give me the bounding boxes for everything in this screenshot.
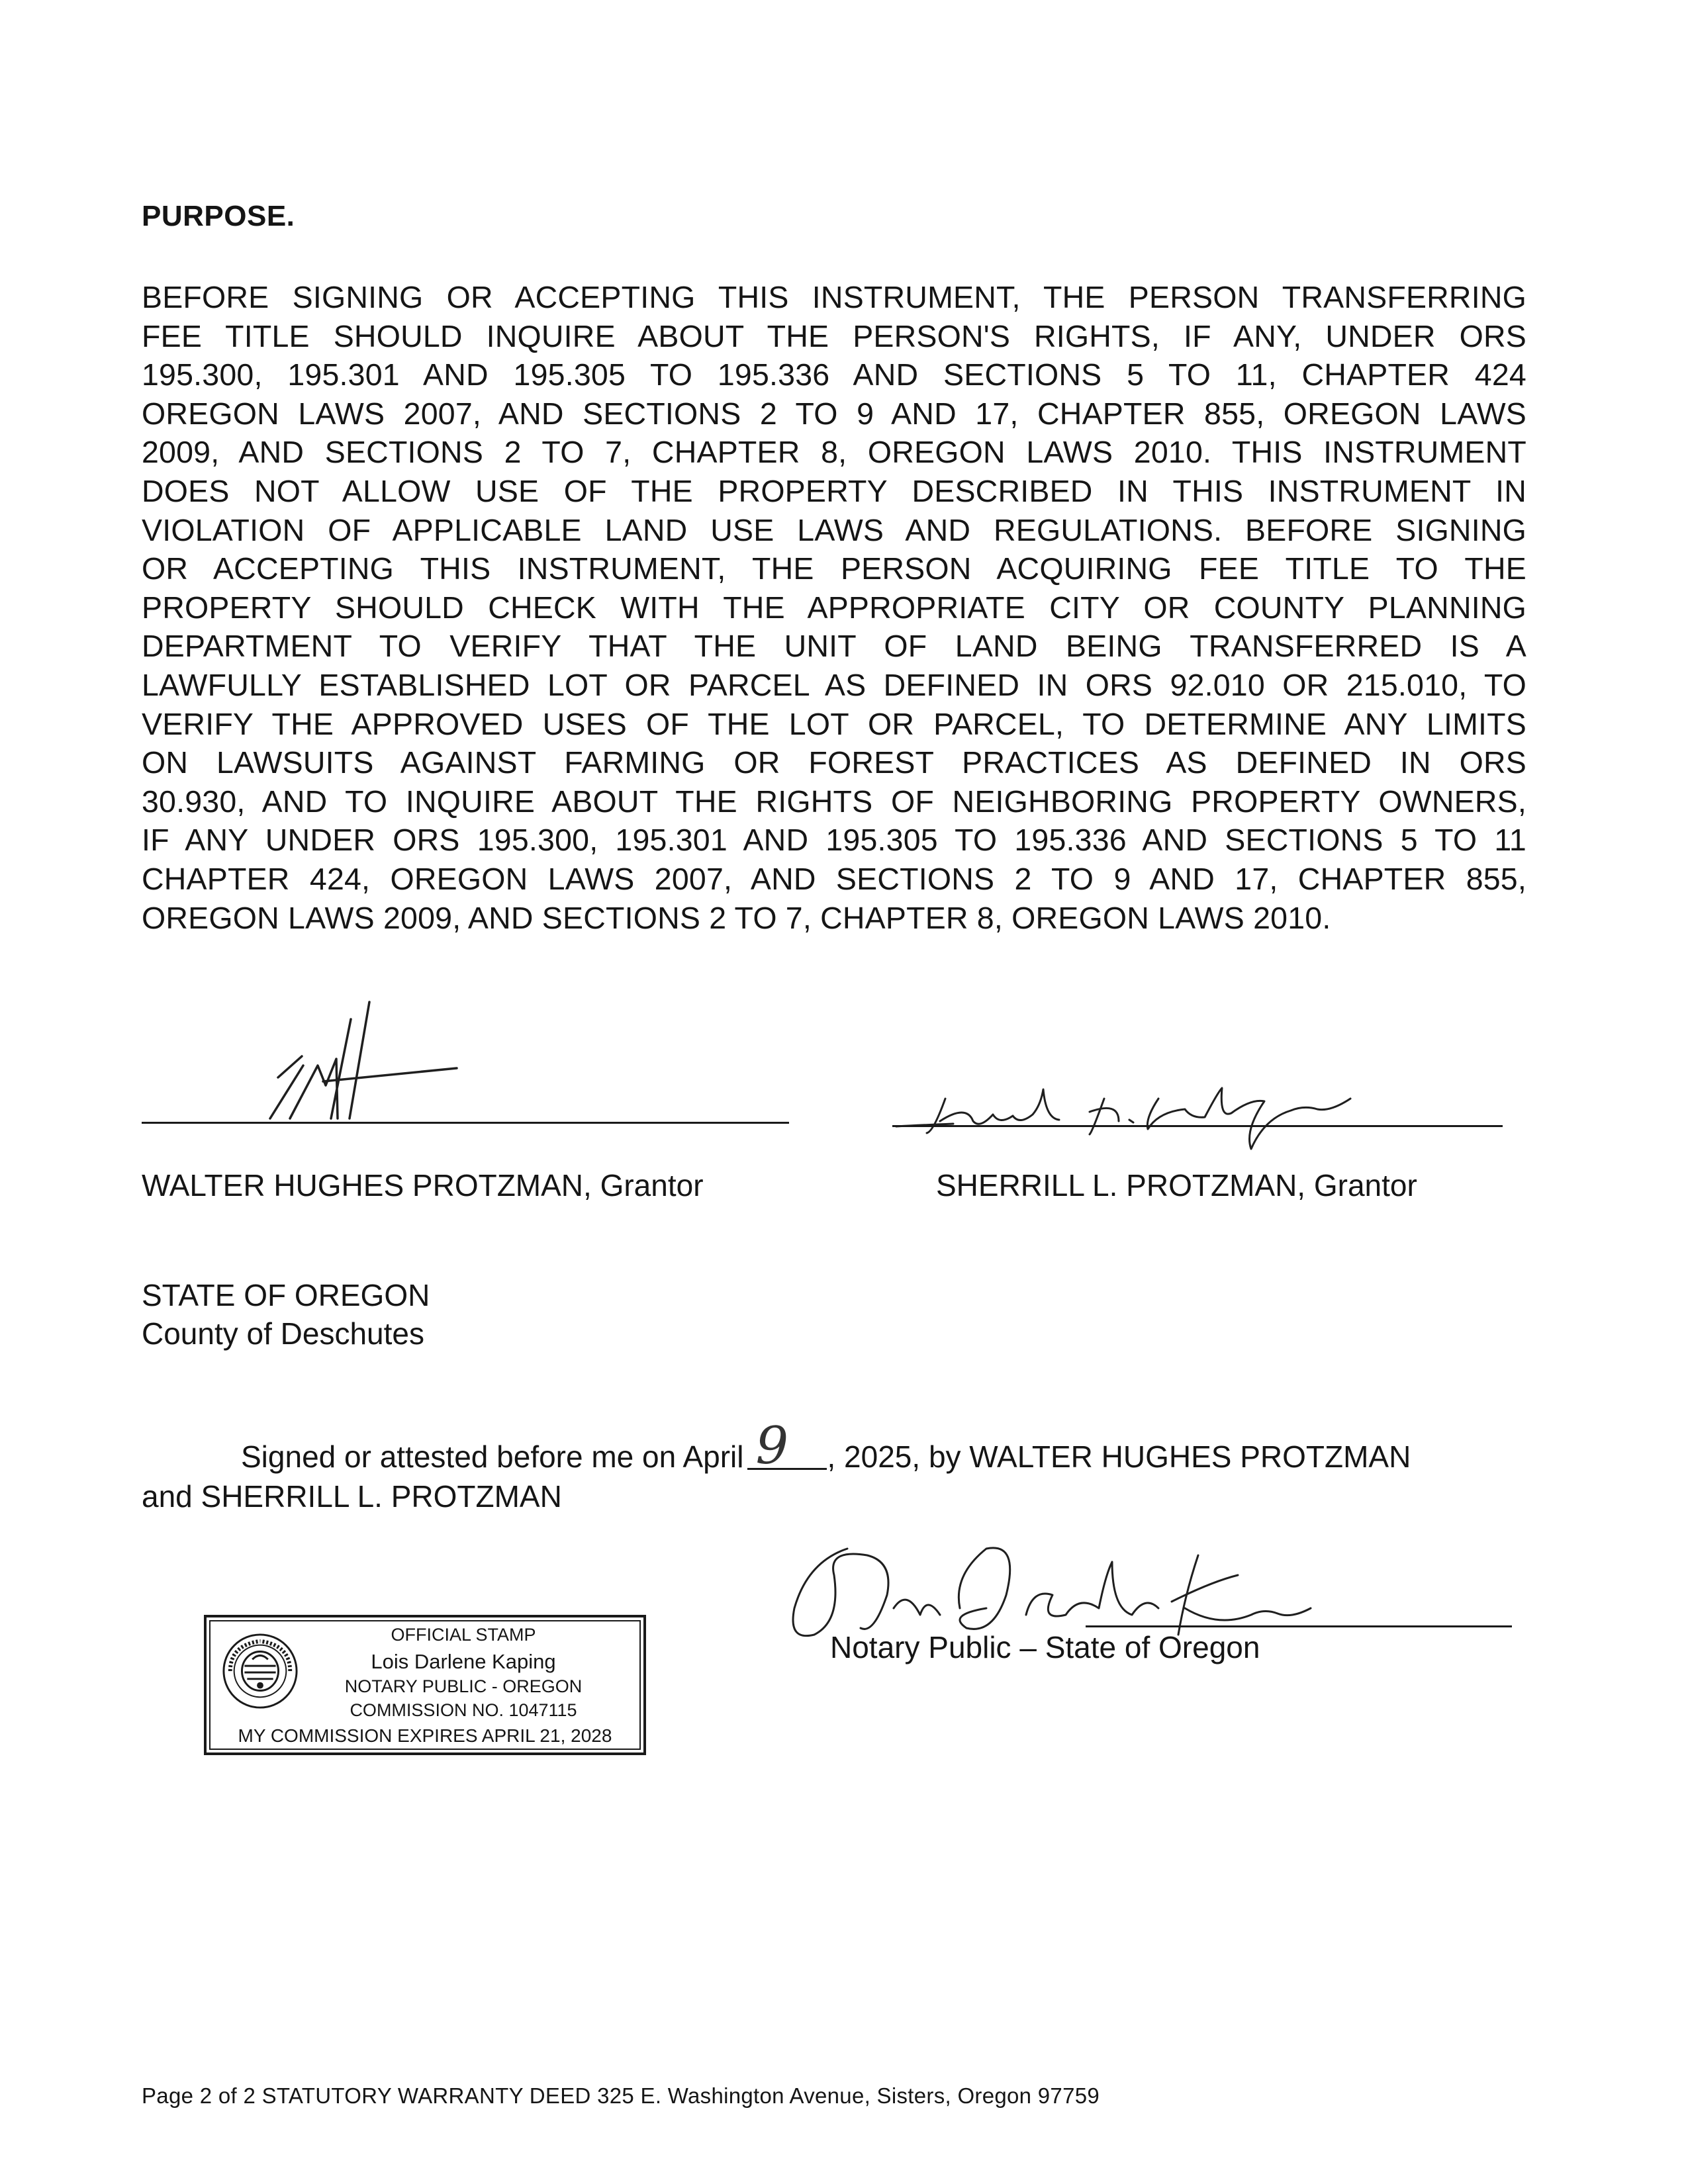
state-seal-icon [221, 1632, 299, 1710]
attestation-text-after: , 2025, by WALTER HUGHES PROTZMAN [827, 1439, 1411, 1474]
paragraph-line: BEFORE SIGNING OR ACCEPTING THIS INSTRUMENT, THE PERSON TRANSFERRING [142, 280, 1526, 314]
notary-title: Notary Public – State of Oregon [830, 1630, 1260, 1664]
paragraph-line: IF ANY UNDER ORS 195.300, 195.301 AND 195.305 TO 195.336 AND SECTIONS 5 TO 11 [142, 823, 1526, 858]
purpose-paragraph [142, 278, 1526, 937]
attestation-line1 [241, 1416, 1411, 1476]
paragraph-line: DOES NOT ALLOW USE OF THE PROPERTY DESCRIBED IN THIS INSTRUMENT IN [142, 473, 1526, 508]
grantor1-signature [252, 993, 477, 1125]
stamp-line1: OFFICIAL STAMP [391, 1625, 536, 1645]
grantor1-name: WALTER HUGHES PROTZMAN, Grantor [142, 1168, 704, 1203]
date-blank [747, 1416, 827, 1476]
paragraph-line: OREGON LAWS 2007, AND SECTIONS 2 TO 9 AND 17, CHAPTER 855, OREGON LAWS [142, 396, 1526, 431]
paragraph-line: FEE TITLE SHOULD INQUIRE ABOUT THE PERSON'S RIGHTS, IF ANY, UNDER ORS [142, 318, 1526, 353]
attestation-line2: and SHERRILL L. PROTZMAN [142, 1479, 562, 1514]
paragraph-line: 195.300, 195.301 AND 195.305 TO 195.336 AND SECTIONS 5 TO 11, CHAPTER 424 [142, 357, 1526, 392]
stamp-commission-number: COMMISSION NO. 1047115 [350, 1700, 577, 1720]
handwritten-day: 9 [755, 1416, 789, 1476]
section-heading: PURPOSE. [142, 200, 295, 232]
stamp-expiration: MY COMMISSION EXPIRES APRIL 21, 2028 [238, 1725, 612, 1746]
grantor2-name: SHERRILL L. PROTZMAN, Grantor [936, 1168, 1417, 1203]
paragraph-line: CHAPTER 424, OREGON LAWS 2007, AND SECTIONS 2 TO 9 AND 17, CHAPTER 855, [142, 861, 1526, 896]
stamp-line3: NOTARY PUBLIC - OREGON [344, 1676, 583, 1696]
attestation-text-before: Signed or attested before me on April [241, 1439, 744, 1474]
paragraph-line: VERIFY THE APPROVED USES OF THE LOT OR PARCEL, TO DETERMINE ANY LIMITS [142, 706, 1526, 741]
venue-state: STATE OF OREGON [142, 1278, 430, 1312]
grantor2-signature-line [892, 1125, 1503, 1127]
paragraph-line: PROPERTY SHOULD CHECK WITH THE APPROPRIATE CITY OR COUNTY PLANNING [142, 590, 1526, 625]
official-stamp [204, 1615, 646, 1755]
grantor2-signature [894, 1072, 1470, 1152]
paragraph-line: VIOLATION OF APPLICABLE LAND USE LAWS AND REGULATIONS. BEFORE SIGNING [142, 512, 1526, 547]
grantor1-signature-line [142, 1122, 789, 1124]
paragraph-line: OREGON LAWS 2009, AND SECTIONS 2 TO 7, CHAPTER 8, OREGON LAWS 2010. [142, 900, 1331, 935]
paragraph-line: ON LAWSUITS AGAINST FARMING OR FOREST PRACTICES AS DEFINED IN ORS [142, 745, 1526, 780]
paragraph-line: 30.930, AND TO INQUIRE ABOUT THE RIGHTS OF NEIGHBORING PROPERTY OWNERS, [142, 784, 1526, 819]
notary-signature-line [1086, 1625, 1512, 1627]
stamp-notary-name: Lois Darlene Kaping [371, 1650, 556, 1673]
paragraph-line: OR ACCEPTING THIS INSTRUMENT, THE PERSON ACQUIRING FEE TITLE TO THE [142, 551, 1526, 586]
paragraph-line: 2009, AND SECTIONS 2 TO 7, CHAPTER 8, OREGON LAWS 2010. THIS INSTRUMENT [142, 435, 1526, 470]
paragraph-line: DEPARTMENT TO VERIFY THAT THE UNIT OF LAND BEING TRANSFERRED IS A [142, 629, 1526, 664]
paragraph-line: LAWFULLY ESTABLISHED LOT OR PARCEL AS DEFINED IN ORS 92.010 OR 215.010, TO [142, 667, 1526, 702]
page-footer: Page 2 of 2 STATUTORY WARRANTY DEED 325 E. Washington Avenue, Sisters, Oregon 97759 [142, 2083, 1100, 2108]
venue-county: County of Deschutes [142, 1316, 425, 1351]
